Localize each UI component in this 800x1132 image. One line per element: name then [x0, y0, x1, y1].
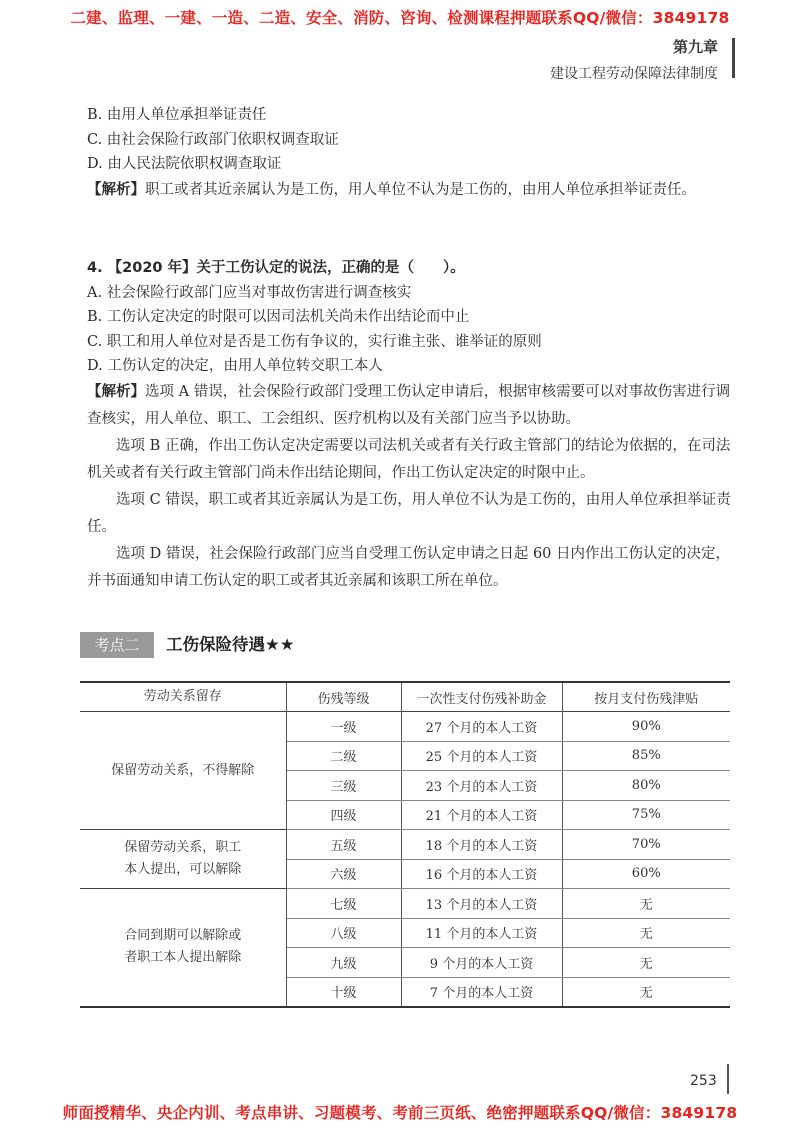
monthly-cell: 60%: [562, 859, 730, 889]
lump-sum-cell: 27 个月的本人工资: [401, 712, 562, 742]
page-number: 253: [690, 1073, 717, 1089]
monthly-cell: 无: [562, 889, 730, 919]
grade-cell: 四级: [286, 800, 401, 830]
q4-analysis-c: 选项 C 错误，职工或者其近亲属认为是工伤，用人单位不认为是工伤的，由用人单位承担举证责任。: [87, 491, 731, 535]
q3-analysis: [87, 177, 732, 203]
lump-sum-cell: 18 个月的本人工资: [401, 830, 562, 860]
lump-sum-cell: 13 个月的本人工资: [401, 889, 562, 919]
q4-analysis-label: 【解析】: [87, 383, 145, 400]
q3-option-d: D. 由人民法院依职权调查取证: [87, 156, 282, 172]
q4-option-a: A. 社会保险行政部门应当对事故伤害进行调查核实: [87, 284, 412, 301]
grade-cell: 六级: [286, 859, 401, 889]
q3-option-b: B. 由用人单位承担举证责任: [87, 107, 267, 123]
q4-option-b: B. 工伤认定决定的时限可以因司法机关尚未作出结论而中止: [87, 309, 470, 325]
promo-banner-top: 二建、监理、一建、一造、二造、安全、消防、咨询、检测课程押题联系QQ/微信：3849178: [70, 9, 730, 27]
monthly-cell: 85%: [562, 741, 730, 771]
q3-analysis-label: 【解析】: [87, 181, 145, 198]
monthly-cell: 无: [562, 948, 730, 978]
q4-option-d: D. 工伤认定的决定，由用人单位转交职工本人: [87, 358, 383, 374]
table-row: [80, 889, 730, 919]
grade-cell: 八级: [286, 918, 401, 948]
lump-sum-cell: 25 个月的本人工资: [401, 741, 562, 771]
lump-sum-cell: 7 个月的本人工资: [401, 977, 562, 1007]
q4-analysis-d: 选项 D 错误，社会保险行政部门应当自受理工伤认定申请之日起 60 日内作出工伤认定的决定，并书面通知申请工伤认定的职工或者其近亲属和该职工所在单位。: [87, 545, 731, 589]
header-grade: 伤残等级: [286, 682, 401, 712]
lump-sum-cell: 21 个月的本人工资: [401, 800, 562, 830]
page-divider: [727, 1064, 729, 1094]
monthly-cell: 70%: [562, 830, 730, 860]
relation-line: 合同到期可以解除或: [124, 928, 242, 944]
chapter-header: [550, 36, 718, 83]
grade-cell: 五级: [286, 830, 401, 860]
table-row: [80, 830, 730, 860]
monthly-cell: 无: [562, 918, 730, 948]
chapter-title: 建设工程劳动保障法律制度: [550, 66, 718, 82]
lump-sum-cell: 16 个月的本人工资: [401, 859, 562, 889]
grade-cell: 一级: [286, 712, 401, 742]
promo-banner-bottom: 师面授精华、央企内训、考点串讲、习题模考、考前三页纸、绝密押题联系QQ/微信：3849178: [62, 1104, 738, 1122]
header-lump-sum: 一次性支付伤残补助金: [401, 682, 562, 712]
relation-cell: 保留劳动关系，不得解除: [80, 712, 286, 830]
q4-analysis-a: [87, 379, 732, 433]
chapter-divider: [732, 38, 735, 78]
question-3-block: [87, 103, 732, 203]
relation-cell: [80, 830, 286, 889]
relation-line: 保留劳动关系，职工: [124, 840, 242, 855]
chapter-number: 第九章: [672, 38, 718, 56]
q4-option-c: C. 职工和用人单位对是否是工伤有争议的，实行谁主张、谁举证的原则: [87, 333, 542, 350]
q4-title: 4. 【2020 年】关于工伤认定的说法，正确的是（ ）。: [87, 260, 465, 276]
relation-line: 本人提出，可以解除: [124, 862, 242, 877]
header-relation: 劳动关系留存: [80, 682, 286, 712]
lump-sum-cell: 9 个月的本人工资: [401, 948, 562, 978]
q4-analysis-a-text: 选项 A 错误，社会保险行政部门受理工伤认定申请后，根据审核需要可以对事故伤害进行调查核实，用人单位、职工、工会组织、医疗机构以及有关部门应当予以协助。: [87, 383, 731, 427]
relation-cell: [80, 889, 286, 1007]
table-row: [80, 712, 730, 742]
lump-sum-cell: 11 个月的本人工资: [401, 918, 562, 948]
section-tag: 考点二: [80, 632, 154, 658]
grade-cell: 二级: [286, 741, 401, 771]
monthly-cell: 无: [562, 977, 730, 1007]
q3-option-c: C. 由社会保险行政部门依职权调查取证: [87, 131, 339, 148]
header-monthly: 按月支付伤残津贴: [594, 691, 699, 707]
section-title: 工伤保险待遇★★: [166, 635, 295, 654]
monthly-cell: 80%: [562, 771, 730, 801]
grade-cell: 七级: [286, 889, 401, 919]
grade-cell: 十级: [286, 977, 401, 1007]
relation-line: 者职工本人提出解除: [124, 950, 242, 966]
question-4-block: [87, 256, 732, 595]
table-header-row: [80, 682, 730, 712]
disability-benefits-table: [80, 681, 730, 1008]
section-heading: [80, 630, 720, 662]
q3-analysis-text: 职工或者其近亲属认为是工伤，用人单位不认为是工伤的，由用人单位承担举证责任。: [145, 181, 696, 198]
grade-cell: 九级: [286, 948, 401, 978]
lump-sum-cell: 23 个月的本人工资: [401, 771, 562, 801]
monthly-cell: 75%: [562, 800, 730, 830]
monthly-cell: 90%: [562, 712, 730, 742]
q4-analysis-b: 选项 B 正确，作出工伤认定决定需要以司法机关或者有关行政主管部门的结论为依据的，在司法机关或者有关行政主管部门尚未作出结论期间，作出工伤认定决定的时限中止。: [87, 437, 731, 481]
grade-cell: 三级: [286, 771, 401, 801]
